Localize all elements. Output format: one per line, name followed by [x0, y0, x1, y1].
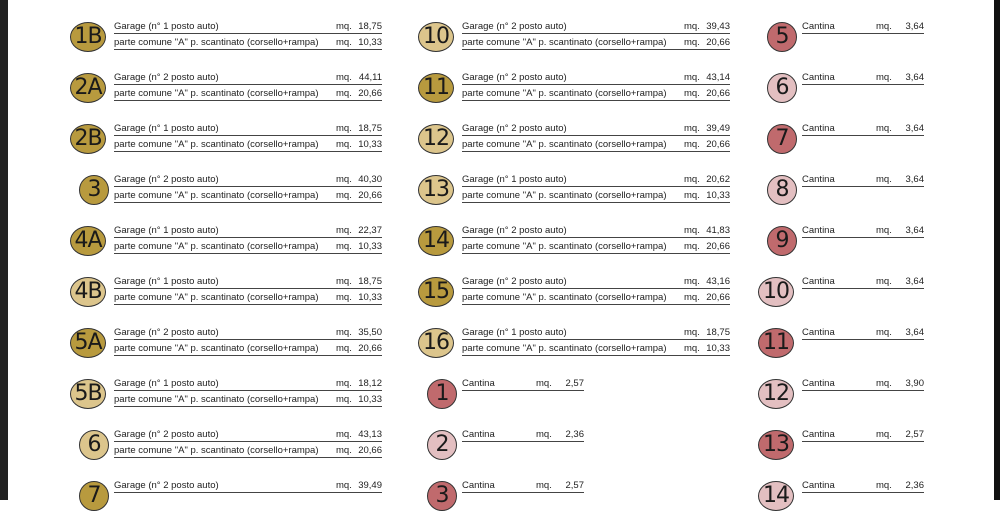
- unit-number: 7: [775, 126, 789, 151]
- area-label: Cantina: [802, 378, 835, 389]
- area-unit: mq.: [336, 429, 352, 440]
- unit-number: 5B: [74, 381, 102, 406]
- underline: [114, 237, 382, 238]
- garage-entry: [418, 274, 748, 314]
- area-value: 3,64: [905, 327, 924, 338]
- underline: [462, 355, 730, 356]
- page-left-border: [0, 0, 8, 500]
- underline: [462, 33, 730, 34]
- garage-entry: [70, 121, 400, 161]
- area-label: Garage (n° 2 posto auto): [114, 327, 219, 338]
- unit-number-badge: [767, 226, 797, 256]
- area-label: Garage (n° 1 posto auto): [114, 123, 219, 134]
- garage-entry: [70, 325, 400, 365]
- common-area-label: parte comune "A" p. scantinato (corsello+rampa): [462, 292, 667, 303]
- underline: [462, 339, 730, 340]
- unit-number-badge: [767, 22, 797, 52]
- common-area-value: 10,33: [358, 37, 382, 48]
- underline: [114, 186, 382, 187]
- area-unit: mq.: [336, 72, 352, 83]
- area-unit: mq.: [336, 88, 352, 99]
- area-unit: mq.: [876, 276, 892, 287]
- area-unit: mq.: [336, 394, 352, 405]
- area-label: Garage (n° 1 posto auto): [462, 327, 567, 338]
- area-value: 3,64: [905, 21, 924, 32]
- area-unit: mq.: [336, 241, 352, 252]
- unit-number-badge: [427, 430, 457, 460]
- garage-entry: [70, 376, 400, 416]
- underline: [114, 151, 382, 152]
- unit-number: 13: [423, 177, 449, 202]
- common-area-label: parte comune "A" p. scantinato (corsello+rampa): [114, 139, 319, 150]
- unit-number: 2A: [74, 75, 102, 100]
- unit-number: 3: [87, 177, 101, 202]
- garage-entry: [418, 172, 748, 212]
- area-value: 41,83: [706, 225, 730, 236]
- unit-number-badge: [418, 124, 454, 154]
- area-label: Cantina: [802, 429, 835, 440]
- area-unit: mq.: [876, 174, 892, 185]
- common-area-label: parte comune "A" p. scantinato (corsello+rampa): [114, 88, 319, 99]
- unit-number: 10: [763, 279, 789, 304]
- underline: [114, 288, 382, 289]
- unit-number: 4B: [74, 279, 102, 304]
- unit-number: 12: [763, 381, 789, 406]
- area-value: 44,11: [358, 72, 382, 83]
- area-unit: mq.: [684, 72, 700, 83]
- area-value: 2,36: [905, 480, 924, 491]
- area-value: 39,49: [358, 480, 382, 491]
- common-area-label: parte comune "A" p. scantinato (corsello+rampa): [114, 394, 319, 405]
- underline: [462, 492, 584, 493]
- underline: [114, 457, 382, 458]
- garage-entry: [418, 19, 748, 59]
- unit-number-badge: [70, 379, 106, 409]
- common-area-label: parte comune "A" p. scantinato (corsello+rampa): [114, 292, 319, 303]
- cantina-entry: [758, 376, 1000, 416]
- area-value: 35,50: [358, 327, 382, 338]
- area-unit: mq.: [336, 37, 352, 48]
- common-area-value: 20,66: [358, 88, 382, 99]
- unit-number-badge: [418, 73, 454, 103]
- area-value: 2,36: [565, 429, 584, 440]
- underline: [114, 253, 382, 254]
- cantina-entry: [758, 70, 1000, 110]
- unit-number-badge: [418, 277, 454, 307]
- unit-number: 1: [435, 381, 449, 406]
- underline: [462, 84, 730, 85]
- area-label: Cantina: [802, 327, 835, 338]
- common-area-label: parte comune "A" p. scantinato (corsello+rampa): [114, 445, 319, 456]
- unit-number-badge: [79, 481, 109, 511]
- area-unit: mq.: [684, 241, 700, 252]
- unit-number-badge: [427, 481, 457, 511]
- cantina-entry: [418, 376, 748, 416]
- area-label: Cantina: [462, 429, 495, 440]
- area-value: 43,14: [706, 72, 730, 83]
- cantina-entry: [758, 274, 1000, 314]
- area-unit: mq.: [536, 429, 552, 440]
- area-unit: mq.: [336, 327, 352, 338]
- area-label: Cantina: [802, 480, 835, 491]
- common-area-value: 20,66: [706, 88, 730, 99]
- garage-entry: [70, 274, 400, 314]
- area-unit: mq.: [336, 190, 352, 201]
- area-unit: mq.: [336, 378, 352, 389]
- cantina-entry: [758, 19, 1000, 59]
- area-unit: mq.: [336, 343, 352, 354]
- unit-number: 15: [423, 279, 449, 304]
- common-area-label: parte comune "A" p. scantinato (corsello+rampa): [462, 37, 667, 48]
- area-label: Garage (n° 2 posto auto): [462, 21, 567, 32]
- area-label: Garage (n° 1 posto auto): [114, 225, 219, 236]
- area-value: 3,64: [905, 174, 924, 185]
- underline: [114, 304, 382, 305]
- area-unit: mq.: [336, 292, 352, 303]
- common-area-value: 10,33: [706, 343, 730, 354]
- area-label: Garage (n° 2 posto auto): [114, 174, 219, 185]
- cantina-entry: [758, 478, 1000, 518]
- area-label: Garage (n° 2 posto auto): [462, 225, 567, 236]
- area-unit: mq.: [684, 327, 700, 338]
- underline: [802, 84, 924, 85]
- area-label: Garage (n° 1 posto auto): [114, 378, 219, 389]
- area-label: Garage (n° 2 posto auto): [462, 276, 567, 287]
- area-value: 3,90: [905, 378, 924, 389]
- unit-number-badge: [758, 277, 794, 307]
- unit-number-badge: [70, 226, 106, 256]
- garage-entry: [70, 427, 400, 467]
- cantina-entry: [758, 325, 1000, 365]
- area-label: Cantina: [802, 225, 835, 236]
- common-area-value: 10,33: [358, 139, 382, 150]
- underline: [462, 390, 584, 391]
- area-unit: mq.: [684, 292, 700, 303]
- common-area-label: parte comune "A" p. scantinato (corsello+rampa): [114, 37, 319, 48]
- area-label: Garage (n° 2 posto auto): [114, 72, 219, 83]
- underline: [462, 202, 730, 203]
- area-value: 40,30: [358, 174, 382, 185]
- unit-number-badge: [418, 226, 454, 256]
- area-value: 22,37: [358, 225, 382, 236]
- underline: [114, 390, 382, 391]
- unit-number: 6: [775, 75, 789, 100]
- area-value: 39,49: [706, 123, 730, 134]
- underline: [114, 49, 382, 50]
- area-unit: mq.: [876, 327, 892, 338]
- area-label: Garage (n° 2 posto auto): [462, 123, 567, 134]
- unit-number-badge: [70, 277, 106, 307]
- column-3: [758, 0, 1000, 508]
- area-unit: mq.: [336, 480, 352, 491]
- underline: [802, 339, 924, 340]
- area-value: 43,13: [358, 429, 382, 440]
- common-area-value: 20,66: [358, 445, 382, 456]
- cantina-entry: [758, 172, 1000, 212]
- underline: [462, 186, 730, 187]
- unit-number-badge: [418, 22, 454, 52]
- area-value: 20,62: [706, 174, 730, 185]
- unit-number-badge: [767, 73, 797, 103]
- area-label: Cantina: [802, 21, 835, 32]
- area-unit: mq.: [336, 225, 352, 236]
- area-label: Cantina: [802, 276, 835, 287]
- underline: [114, 100, 382, 101]
- area-unit: mq.: [684, 190, 700, 201]
- cantina-entry: [758, 223, 1000, 263]
- area-label: Garage (n° 2 posto auto): [462, 72, 567, 83]
- unit-number: 12: [423, 126, 449, 151]
- area-unit: mq.: [876, 21, 892, 32]
- underline: [462, 253, 730, 254]
- common-area-value: 20,66: [706, 139, 730, 150]
- unit-number-badge: [758, 481, 794, 511]
- unit-number: 13: [763, 432, 789, 457]
- area-label: Cantina: [462, 378, 495, 389]
- underline: [114, 492, 382, 493]
- area-value: 3,64: [905, 225, 924, 236]
- common-area-value: 20,66: [358, 190, 382, 201]
- garage-entry: [418, 70, 748, 110]
- common-area-value: 10,33: [358, 394, 382, 405]
- area-unit: mq.: [336, 445, 352, 456]
- area-unit: mq.: [336, 123, 352, 134]
- area-label: Garage (n° 1 posto auto): [114, 21, 219, 32]
- underline: [802, 441, 924, 442]
- common-area-value: 20,66: [706, 241, 730, 252]
- underline: [114, 202, 382, 203]
- area-unit: mq.: [684, 139, 700, 150]
- underline: [114, 355, 382, 356]
- unit-number: 5: [775, 24, 789, 49]
- cantina-entry: [758, 121, 1000, 161]
- underline: [802, 33, 924, 34]
- unit-number: 3: [435, 483, 449, 508]
- common-area-label: parte comune "A" p. scantinato (corsello+rampa): [462, 190, 667, 201]
- area-unit: mq.: [684, 21, 700, 32]
- area-unit: mq.: [336, 276, 352, 287]
- area-label: Garage (n° 1 posto auto): [462, 174, 567, 185]
- area-unit: mq.: [684, 123, 700, 134]
- common-area-label: parte comune "A" p. scantinato (corsello+rampa): [462, 343, 667, 354]
- underline: [114, 84, 382, 85]
- garage-entry: [418, 223, 748, 263]
- column-1: [70, 0, 400, 508]
- unit-number: 16: [423, 330, 449, 355]
- unit-number-badge: [70, 22, 106, 52]
- area-value: 2,57: [565, 480, 584, 491]
- underline: [114, 406, 382, 407]
- unit-number-badge: [427, 379, 457, 409]
- underline: [802, 288, 924, 289]
- underline: [462, 304, 730, 305]
- area-unit: mq.: [876, 480, 892, 491]
- unit-number-badge: [758, 430, 794, 460]
- underline: [462, 441, 584, 442]
- cantina-entry: [418, 427, 748, 467]
- area-unit: mq.: [876, 378, 892, 389]
- area-value: 3,64: [905, 123, 924, 134]
- underline: [802, 390, 924, 391]
- area-unit: mq.: [684, 343, 700, 354]
- area-unit: mq.: [876, 225, 892, 236]
- garage-entry: [70, 19, 400, 59]
- area-label: Cantina: [802, 174, 835, 185]
- unit-number: 10: [423, 24, 449, 49]
- unit-number: 7: [87, 483, 101, 508]
- cantina-entry: [758, 427, 1000, 467]
- unit-number: 9: [775, 228, 789, 253]
- area-value: 18,75: [358, 276, 382, 287]
- underline: [462, 288, 730, 289]
- common-area-value: 10,33: [358, 241, 382, 252]
- area-label: Cantina: [802, 72, 835, 83]
- underline: [802, 492, 924, 493]
- unit-number: 5A: [74, 330, 102, 355]
- unit-number: 11: [763, 330, 789, 355]
- area-unit: mq.: [684, 276, 700, 287]
- common-area-label: parte comune "A" p. scantinato (corsello+rampa): [114, 343, 319, 354]
- area-unit: mq.: [336, 139, 352, 150]
- unit-number: 8: [775, 177, 789, 202]
- unit-number-badge: [70, 73, 106, 103]
- area-label: Garage (n° 1 posto auto): [114, 276, 219, 287]
- common-area-label: parte comune "A" p. scantinato (corsello+rampa): [462, 139, 667, 150]
- underline: [462, 151, 730, 152]
- common-area-value: 20,66: [358, 343, 382, 354]
- garage-entry: [418, 325, 748, 365]
- unit-number-badge: [758, 379, 794, 409]
- underline: [802, 237, 924, 238]
- unit-number-badge: [418, 328, 454, 358]
- unit-number: 14: [763, 483, 789, 508]
- cantina-entry: [418, 478, 748, 518]
- unit-number-badge: [758, 328, 794, 358]
- underline: [114, 441, 382, 442]
- common-area-label: parte comune "A" p. scantinato (corsello+rampa): [462, 241, 667, 252]
- unit-number: 14: [423, 228, 449, 253]
- unit-number: 6: [87, 432, 101, 457]
- unit-number: 2: [435, 432, 449, 457]
- area-unit: mq.: [684, 174, 700, 185]
- underline: [114, 135, 382, 136]
- area-unit: mq.: [536, 378, 552, 389]
- garage-entry: [70, 172, 400, 212]
- area-value: 2,57: [565, 378, 584, 389]
- area-unit: mq.: [336, 174, 352, 185]
- unit-number-badge: [767, 124, 797, 154]
- area-value: 18,75: [358, 123, 382, 134]
- unit-number-badge: [767, 175, 797, 205]
- common-area-value: 20,66: [706, 37, 730, 48]
- area-unit: mq.: [684, 225, 700, 236]
- garage-entry: [70, 223, 400, 263]
- area-value: 18,75: [706, 327, 730, 338]
- area-unit: mq.: [876, 72, 892, 83]
- underline: [462, 49, 730, 50]
- garage-entry: [418, 121, 748, 161]
- area-label: Garage (n° 2 posto auto): [114, 480, 219, 491]
- area-value: 18,12: [358, 378, 382, 389]
- underline: [462, 237, 730, 238]
- underline: [114, 339, 382, 340]
- unit-number-badge: [79, 175, 109, 205]
- underline: [462, 135, 730, 136]
- area-value: 3,64: [905, 72, 924, 83]
- common-area-value: 20,66: [706, 292, 730, 303]
- unit-number: 11: [423, 75, 449, 100]
- area-label: Cantina: [802, 123, 835, 134]
- area-label: Garage (n° 2 posto auto): [114, 429, 219, 440]
- unit-number: 2B: [74, 126, 102, 151]
- unit-number-badge: [79, 430, 109, 460]
- column-2: [418, 0, 748, 508]
- area-unit: mq.: [876, 429, 892, 440]
- common-area-value: 10,33: [358, 292, 382, 303]
- common-area-label: parte comune "A" p. scantinato (corsello+rampa): [114, 190, 319, 201]
- unit-number-badge: [70, 124, 106, 154]
- area-value: 39,43: [706, 21, 730, 32]
- underline: [114, 33, 382, 34]
- common-area-label: parte comune "A" p. scantinato (corsello+rampa): [462, 88, 667, 99]
- underline: [802, 186, 924, 187]
- area-value: 3,64: [905, 276, 924, 287]
- unit-number-badge: [418, 175, 454, 205]
- area-value: 43,16: [706, 276, 730, 287]
- common-area-value: 10,33: [706, 190, 730, 201]
- area-unit: mq.: [876, 123, 892, 134]
- underline: [802, 135, 924, 136]
- area-label: Cantina: [462, 480, 495, 491]
- garage-entry: [70, 70, 400, 110]
- garage-entry: [70, 478, 400, 518]
- unit-number-badge: [70, 328, 106, 358]
- underline: [462, 100, 730, 101]
- area-value: 18,75: [358, 21, 382, 32]
- area-unit: mq.: [336, 21, 352, 32]
- area-unit: mq.: [536, 480, 552, 491]
- unit-number: 4A: [74, 228, 102, 253]
- area-unit: mq.: [684, 88, 700, 99]
- area-value: 2,57: [905, 429, 924, 440]
- area-unit: mq.: [684, 37, 700, 48]
- unit-number: 1B: [74, 24, 102, 49]
- common-area-label: parte comune "A" p. scantinato (corsello+rampa): [114, 241, 319, 252]
